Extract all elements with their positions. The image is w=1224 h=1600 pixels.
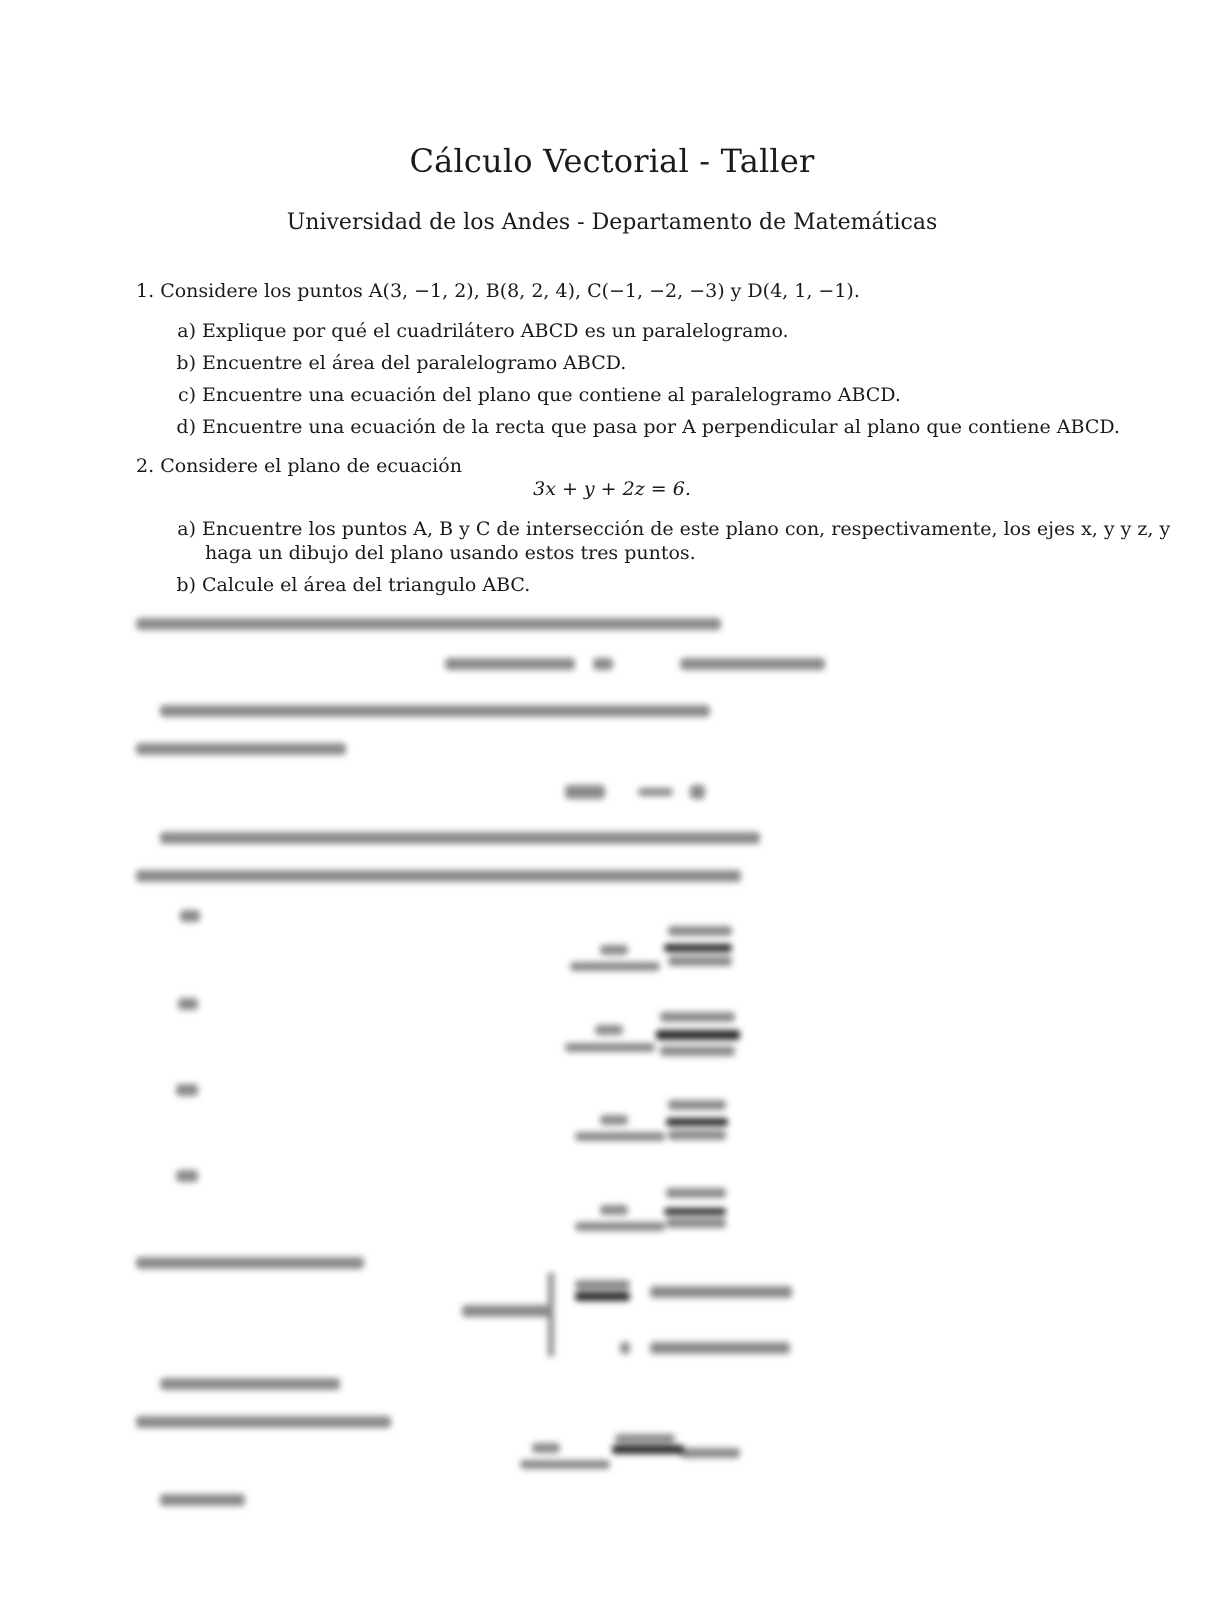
problem-2-part-b [170, 573, 530, 597]
part-text: Encuentre los puntos A, B y C de intersección de este plano con, respectivamente, los ejes x, y y z, y [202, 518, 1171, 540]
part-text: Explique por qué el cuadrilátero ABCD es un paralelogramo. [202, 320, 789, 342]
part-label: b) [176, 352, 196, 374]
part-text: Encuentre una ecuación de la recta que pasa por A perpendicular al plano que contiene ABCD. [202, 416, 1120, 438]
page-title: Cálculo Vectorial - Taller [409, 142, 815, 180]
part-text: Encuentre una ecuación del plano que contiene al paralelogramo ABCD. [202, 384, 901, 406]
part-label: c) [177, 384, 196, 406]
problem-1-part-a [170, 319, 789, 343]
part-text: Calcule el área del triangulo ABC. [202, 574, 531, 596]
problem-1 [136, 279, 860, 303]
problem-2-part-a-continued: haga un dibujo del plano usando estos tres puntos. [205, 542, 696, 564]
part-text: Encuentre el área del paralelogramo ABCD. [202, 352, 627, 374]
blurred-remaining-problems [0, 600, 1224, 1600]
part-label: d) [176, 416, 196, 438]
problem-1-number: 1. [136, 280, 155, 302]
page-subtitle: Universidad de los Andes - Departamento de Matemáticas [286, 210, 938, 235]
problem-1-part-d [170, 415, 1120, 439]
problem-2-statement: Considere el plano de ecuación [160, 455, 462, 477]
problem-1-part-b [170, 351, 626, 375]
problem-2-part-a [170, 517, 1170, 541]
problem-1-part-c [170, 383, 901, 407]
part-label: a) [177, 518, 196, 540]
problem-2-number: 2. [136, 455, 155, 477]
part-label: b) [176, 574, 196, 596]
part-label: a) [177, 320, 196, 342]
problem-2 [136, 454, 462, 478]
problem-1-statement: Considere los puntos A(3, −1, 2), B(8, 2, 4), C(−1, −2, −3) y D(4, 1, −1). [160, 280, 860, 302]
problem-2-equation: 3x + y + 2z = 6. [533, 478, 691, 500]
